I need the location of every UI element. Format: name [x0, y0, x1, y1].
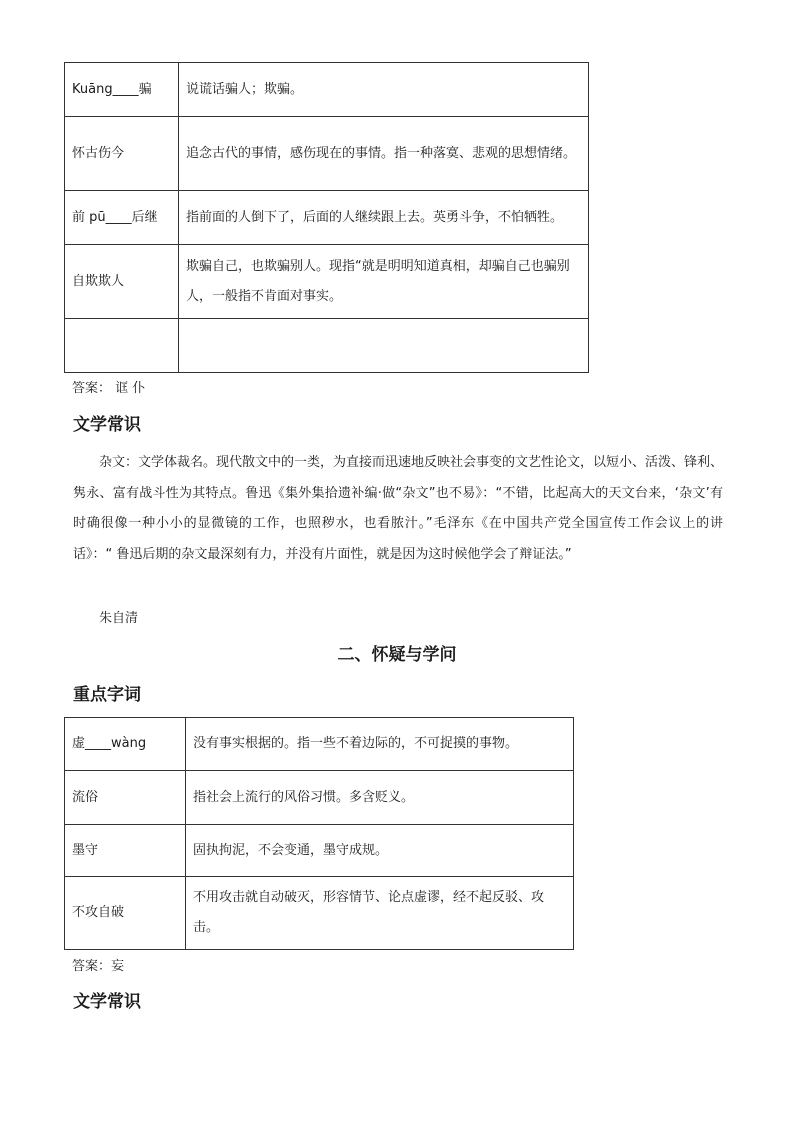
table-row [65, 63, 589, 117]
literary-knowledge-paragraph: 杂文：文学体裁名。现代散文中的一类，为直接而迅速地反映社会事变的文艺性论文，以短小、活泼、锋利、隽永、富有战斗性为其特点。鲁迅《集外集拾遗补编·做“杂文”也不易》：“不错，比起高大的天文台来，‘杂文’有时确很像一种小小的显微镜的工作，也照秽水，也看脓汁。”毛泽东《在中国共产党全国宣传工作会议上的讲话》：“ 鲁迅后期的杂文最深刻有力，并没有片面性，就是因为这时候他学会了辩证法。” [73, 455, 724, 562]
table-row [65, 319, 589, 373]
definition-cell: 指社会上流行的风俗习惯。多含贬义。 [186, 771, 574, 825]
key-words-heading: 重点字词 [73, 685, 141, 705]
term-cell: 不攻自破 [65, 877, 186, 950]
table-row [65, 825, 574, 877]
definition-cell: 固执拘泥，不会变通，墨守成规。 [186, 825, 574, 877]
answer-line-1: 答案： 诓 仆 [72, 381, 146, 396]
definition-cell: 不用攻击就自动破灭，形容情节、论点虚谬，经不起反驳、攻击。 [186, 877, 574, 950]
definition-cell [179, 319, 589, 373]
vocab-table-1 [64, 62, 589, 373]
definition-cell: 没有事实根据的。指一些不着边际的，不可捉摸的事物。 [186, 718, 574, 771]
definition-cell: 指前面的人倒下了，后面的人继续跟上去。英勇斗争，不怕牺牲。 [179, 191, 589, 245]
table-row [65, 771, 574, 825]
literary-knowledge-heading-2: 文学常识 [73, 992, 141, 1012]
term-cell: 怀古伤今 [65, 117, 179, 191]
answer-line-2: 答案：妄 [72, 959, 125, 974]
table-row [65, 117, 589, 191]
term-cell: 虚____wàng [65, 718, 186, 771]
term-cell: 墨守 [65, 825, 186, 877]
literary-knowledge-heading: 文学常识 [73, 415, 141, 435]
section-title: 二、怀疑与学问 [337, 645, 457, 665]
definition-cell: 说谎话骗人；欺骗。 [179, 63, 589, 117]
definition-cell: 追念古代的事情，感伤现在的事情。指一种落寞、悲观的思想情绪。 [179, 117, 589, 191]
term-cell [65, 319, 179, 373]
table-row [65, 191, 589, 245]
definition-cell: 欺骗自己，也欺骗别人。现指“就是明明知道真相，却骗自己也骗别人，一般指不肯面对事实。 [179, 245, 589, 319]
author-name: 朱自清 [99, 611, 139, 626]
term-cell: 自欺欺人 [65, 245, 179, 319]
term-cell: 前 pū____后继 [65, 191, 179, 245]
term-cell: 流俗 [65, 771, 186, 825]
table-row [65, 245, 589, 319]
vocab-table-2 [64, 717, 574, 950]
table-row [65, 718, 574, 771]
table-row [65, 877, 574, 950]
term-cell: Kuāng____骗 [65, 63, 179, 117]
